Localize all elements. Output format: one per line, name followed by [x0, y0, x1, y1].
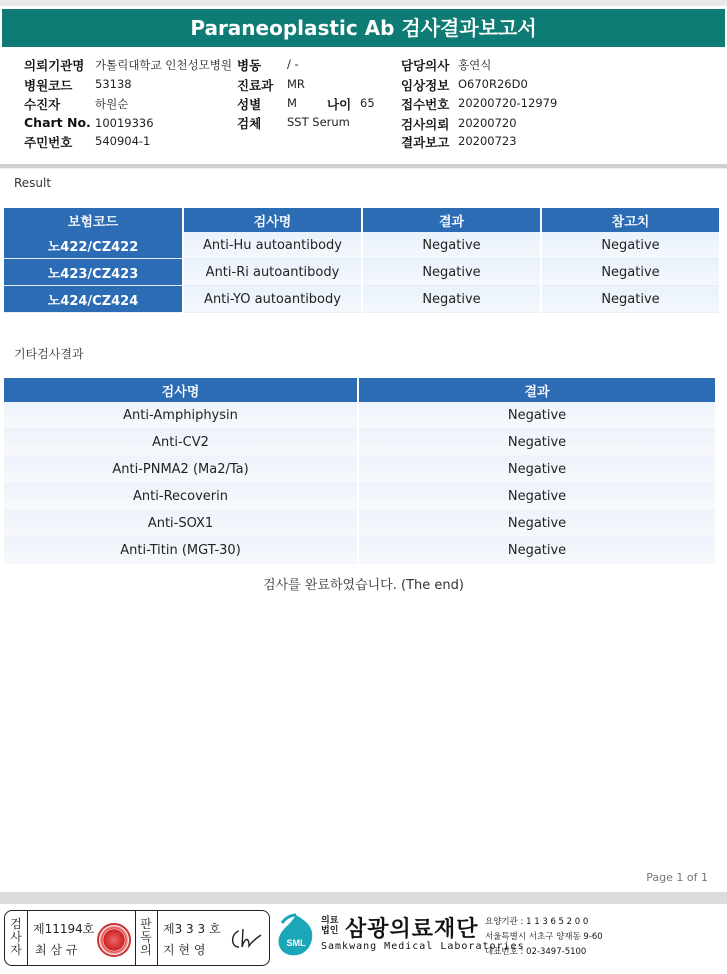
dept-value: MR [287, 77, 305, 91]
test-result: Negative [359, 456, 715, 483]
signature-box [4, 910, 270, 966]
chart-value: 10019336 [95, 116, 154, 130]
patient-info [0, 52, 727, 160]
reference-value: Negative [542, 259, 719, 286]
seal-stamp-icon [97, 923, 131, 957]
table-row [4, 429, 715, 456]
test-name: Anti-Recoverin [4, 483, 357, 510]
col-header-result: 결과 [363, 208, 540, 232]
dept-label: 진료과 [237, 78, 274, 93]
org-english-name: Samkwang Medical Laboratories [321, 941, 525, 952]
test-name: Anti-Amphiphysin [4, 402, 357, 429]
test-result: Negative [363, 286, 540, 313]
test-result: Negative [359, 483, 715, 510]
test-result: Negative [363, 259, 540, 286]
test-result: Negative [359, 537, 715, 564]
col-header-test-name: 검사명 [4, 378, 357, 402]
reviewer-license: 제3 3 3 호 [163, 922, 221, 936]
age-value: 65 [360, 96, 375, 110]
ward-label: 병동 [237, 58, 262, 73]
test-name: Anti-SOX1 [4, 510, 357, 537]
test-result: Negative [359, 510, 715, 537]
reviewer-label: 판독의 [140, 917, 152, 957]
signature-divider [157, 911, 158, 965]
test-name: Anti-Hu autoantibody [184, 232, 361, 259]
org-type: 의료법인 [321, 916, 339, 936]
reference-value: Negative [542, 232, 719, 259]
table-row [4, 456, 715, 483]
hospital-code-label: 병원코드 [24, 78, 73, 93]
clinical-value: O670R26D0 [458, 77, 528, 91]
col-header-code: 보험코드 [4, 208, 182, 232]
doctor-value: 홍연식 [458, 58, 492, 72]
institution-value: 가톨릭대학교 인천성모병원 [95, 58, 232, 72]
examiner-label: 검사자 [10, 917, 22, 957]
sml-logo-icon [276, 913, 316, 959]
receipt-label: 접수번호 [401, 97, 450, 112]
doctor-label: 담당의사 [401, 58, 450, 73]
specimen-value: SST Serum [287, 115, 350, 129]
table-row [4, 286, 719, 313]
result-table [2, 208, 721, 313]
reference-value: Negative [542, 286, 719, 313]
hospital-code-value: 53138 [95, 77, 132, 91]
patient-label: 수진자 [24, 97, 61, 112]
test-name: Anti-Titin (MGT-30) [4, 537, 357, 564]
page-number: Page 1 of 1 [646, 871, 708, 884]
institution-label: 의뢰기관명 [24, 58, 85, 73]
insurance-code: 노423/CZ423 [4, 259, 182, 286]
age-label: 나이 [327, 97, 352, 112]
test-result: Negative [359, 402, 715, 429]
report-date-label: 결과보고 [401, 135, 450, 150]
insurance-code: 노424/CZ424 [4, 286, 182, 313]
phone: 대표번호 : 02-3497-5100 [485, 947, 587, 957]
other-section-title: 기타검사결과 [14, 347, 84, 361]
patient-value: 하원순 [95, 97, 129, 111]
id-value: 540904-1 [95, 134, 151, 148]
table-row [4, 259, 719, 286]
report-title: Paraneoplastic Ab 검사결과보고서 [2, 9, 725, 47]
request-label: 검사의뢰 [401, 117, 450, 132]
examiner-name: 최 삼 규 [35, 943, 78, 957]
result-section-title: Result [14, 176, 52, 190]
test-result: Negative [363, 232, 540, 259]
institution-code: 요양기관 : 1 1 3 6 5 2 0 0 [485, 917, 589, 927]
chart-label: Chart No. [24, 115, 91, 130]
test-result: Negative [359, 429, 715, 456]
col-header-test-name: 검사명 [184, 208, 361, 232]
sex-value: M [287, 96, 297, 110]
sex-label: 성별 [237, 97, 262, 112]
table-row [4, 483, 715, 510]
signature-icon [227, 925, 263, 953]
col-header-result: 결과 [359, 378, 715, 402]
request-value: 20200720 [458, 116, 517, 130]
test-name: Anti-Ri autoantibody [184, 259, 361, 286]
header-divider-shadow [0, 168, 727, 169]
col-header-reference: 참고치 [542, 208, 719, 232]
id-label: 주민번호 [24, 135, 73, 150]
test-name: Anti-YO autoantibody [184, 286, 361, 313]
ward-value: / - [287, 57, 299, 71]
end-of-report: 검사를 완료하였습니다. (The end) [263, 578, 464, 593]
specimen-label: 검체 [237, 116, 262, 131]
receipt-value: 20200720-12979 [458, 96, 558, 110]
address: 서울특별시 서초구 양재동 9-60 [485, 932, 603, 942]
table-row [4, 510, 715, 537]
test-name: Anti-PNMA2 (Ma2/Ta) [4, 456, 357, 483]
table-row [4, 402, 715, 429]
table-row [4, 232, 719, 259]
top-border [0, 0, 727, 6]
logo-text: SML [286, 938, 306, 948]
report-date-value: 20200723 [458, 134, 517, 148]
org-name: 삼광의료재단 [345, 917, 479, 942]
signature-divider [135, 911, 136, 965]
examiner-license: 제11194호 [33, 922, 95, 936]
table-row [4, 537, 715, 564]
clinical-label: 임상정보 [401, 78, 450, 93]
other-results-table [2, 378, 717, 564]
reviewer-name: 지 현 영 [163, 943, 206, 957]
footer-divider [0, 892, 727, 904]
test-name: Anti-CV2 [4, 429, 357, 456]
insurance-code: 노422/CZ422 [4, 232, 182, 259]
signature-divider [27, 911, 28, 965]
